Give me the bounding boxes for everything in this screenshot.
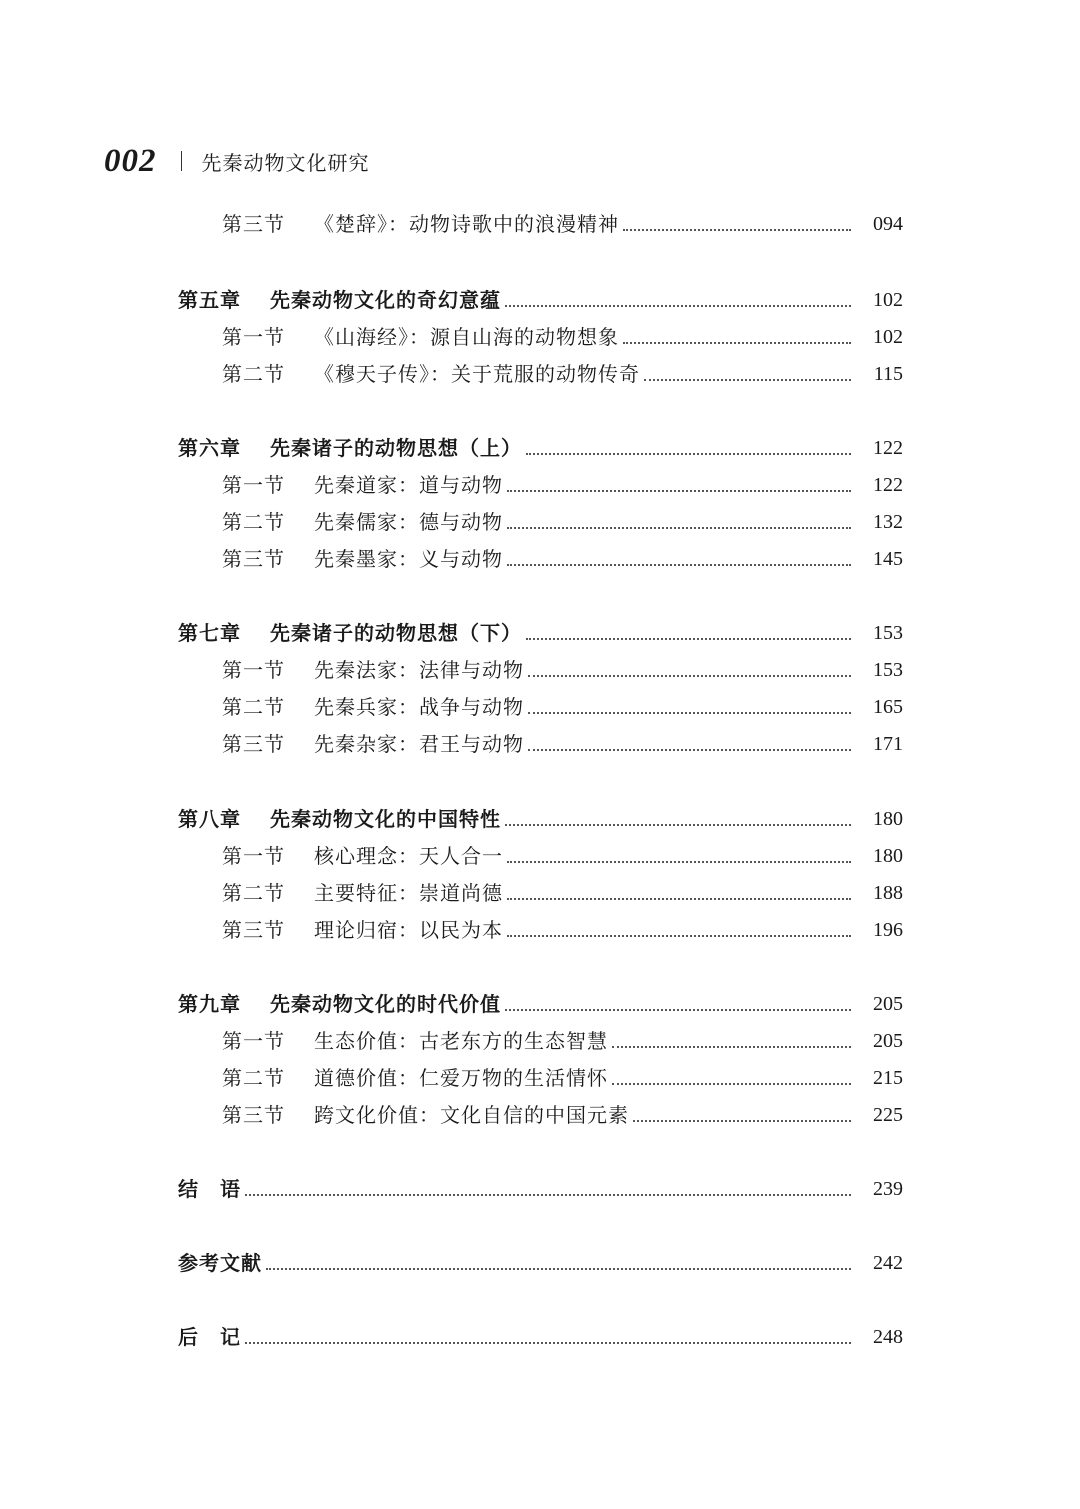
- toc-chapter-entry: [178, 804, 903, 834]
- chapter-title: 先秦动物文化的时代价值: [270, 992, 501, 1016]
- toc-chapter-entry: [178, 618, 903, 648]
- page-ref: 225: [873, 1104, 903, 1126]
- dot-leader: [623, 229, 851, 231]
- dot-leader: [528, 675, 851, 677]
- section-number: 第三节: [222, 1103, 285, 1127]
- section-title: 生态价值：古老东方的生态智慧: [314, 1029, 608, 1053]
- chapter-title: 后 记: [178, 1325, 241, 1349]
- dot-leader: [245, 1194, 851, 1196]
- toc-references-entry: [178, 1248, 903, 1278]
- toc-section-entry: [222, 544, 903, 574]
- toc-section-entry: [222, 1026, 903, 1056]
- chapter-title: 先秦诸子的动物思想（下）: [270, 621, 522, 645]
- section-title: 先秦墨家：义与动物: [314, 547, 503, 571]
- chapter-title: 先秦诸子的动物思想（上）: [270, 436, 522, 460]
- dot-leader: [507, 935, 851, 937]
- page-ref: 115: [873, 363, 903, 385]
- section-number: 第一节: [222, 844, 285, 868]
- page-ref: 248: [873, 1326, 903, 1348]
- section-title: 先秦杂家：君王与动物: [314, 732, 524, 756]
- section-title: 《穆天子传》：关于荒服的动物传奇: [314, 362, 640, 386]
- dot-leader: [528, 712, 851, 714]
- dot-leader: [507, 564, 851, 566]
- chapter-title: 参考文献: [178, 1251, 262, 1275]
- chapter-number: 第五章: [178, 288, 241, 312]
- section-title: 《楚辞》：动物诗歌中的浪漫精神: [314, 212, 619, 236]
- section-title: 先秦兵家：战争与动物: [314, 695, 524, 719]
- toc-section-entry: [222, 209, 903, 239]
- toc-section-entry: [222, 1100, 903, 1130]
- page-ref: 242: [873, 1252, 903, 1274]
- section-number: 第一节: [222, 1029, 285, 1053]
- section-title: 先秦法家：法律与动物: [314, 658, 524, 682]
- page-ref: 196: [873, 919, 903, 941]
- page-ref: 122: [873, 474, 903, 496]
- dot-leader: [505, 305, 851, 307]
- toc-section-entry: [222, 655, 903, 685]
- section-title: 主要特征：崇道尚德: [314, 881, 503, 905]
- section-number: 第三节: [222, 732, 285, 756]
- dot-leader: [623, 342, 851, 344]
- section-title: 理论归宿：以民为本: [314, 918, 503, 942]
- dot-leader: [528, 749, 851, 751]
- section-title: 《山海经》：源自山海的动物想象: [314, 325, 619, 349]
- page-number: 002: [104, 142, 157, 179]
- chapter-number: 第七章: [178, 621, 241, 645]
- page-ref: 102: [873, 289, 903, 311]
- section-title: 跨文化价值：文化自信的中国元素: [314, 1103, 629, 1127]
- toc-section-entry: [222, 878, 903, 908]
- section-title: 道德价值：仁爱万物的生活情怀: [314, 1066, 608, 1090]
- dot-leader: [507, 490, 851, 492]
- dot-leader: [644, 379, 851, 381]
- dot-leader: [526, 453, 851, 455]
- page-ref: 122: [873, 437, 903, 459]
- toc-section-entry: [222, 915, 903, 945]
- section-number: 第二节: [222, 362, 285, 386]
- page-ref: 205: [873, 1030, 903, 1052]
- section-number: 第一节: [222, 658, 285, 682]
- page-ref: 094: [873, 213, 903, 235]
- section-title: 核心理念：天人合一: [314, 844, 503, 868]
- toc-chapter-entry: [178, 989, 903, 1019]
- page-ref: 153: [873, 622, 903, 644]
- page-ref: 205: [873, 993, 903, 1015]
- dot-leader: [507, 861, 851, 863]
- chapter-number: 第六章: [178, 436, 241, 460]
- chapter-number: 第八章: [178, 807, 241, 831]
- toc-section-entry: [222, 322, 903, 352]
- page-ref: 239: [873, 1178, 903, 1200]
- toc-afterword-entry: [178, 1322, 903, 1352]
- section-number: 第三节: [222, 918, 285, 942]
- page-ref: 188: [873, 882, 903, 904]
- section-title: 先秦道家：道与动物: [314, 473, 503, 497]
- page-ref: 102: [873, 326, 903, 348]
- dot-leader: [633, 1120, 851, 1122]
- section-number: 第三节: [222, 212, 285, 236]
- dot-leader: [505, 1009, 851, 1011]
- toc-chapter-entry: [178, 433, 903, 463]
- dot-leader: [507, 898, 851, 900]
- chapter-title: 先秦动物文化的奇幻意蕴: [270, 288, 501, 312]
- page-ref: 215: [873, 1067, 903, 1089]
- page-ref: 180: [873, 808, 903, 830]
- toc-section-entry: [222, 359, 903, 389]
- dot-leader: [245, 1342, 851, 1344]
- section-number: 第一节: [222, 325, 285, 349]
- toc-section-entry: [222, 507, 903, 537]
- page-ref: 153: [873, 659, 903, 681]
- toc-chapter-entry: [178, 285, 903, 315]
- section-title: 先秦儒家：德与动物: [314, 510, 503, 534]
- toc-section-entry: [222, 1063, 903, 1093]
- page-ref: 132: [873, 511, 903, 533]
- toc-conclusion-entry: [178, 1174, 903, 1204]
- dot-leader: [612, 1046, 851, 1048]
- chapter-number: 第九章: [178, 992, 241, 1016]
- toc-section-entry: [222, 729, 903, 759]
- chapter-title: 先秦动物文化的中国特性: [270, 807, 501, 831]
- toc-section-entry: [222, 692, 903, 722]
- section-number: 第一节: [222, 473, 285, 497]
- section-number: 第二节: [222, 1066, 285, 1090]
- dot-leader: [505, 824, 851, 826]
- section-number: 第二节: [222, 695, 285, 719]
- page-ref: 171: [873, 733, 903, 755]
- section-number: 第二节: [222, 881, 285, 905]
- page-ref: 145: [873, 548, 903, 570]
- toc-section-entry: [222, 470, 903, 500]
- dot-leader: [507, 527, 851, 529]
- dot-leader: [526, 638, 851, 640]
- section-number: 第三节: [222, 547, 285, 571]
- section-number: 第二节: [222, 510, 285, 534]
- page-ref: 165: [873, 696, 903, 718]
- dot-leader: [612, 1083, 851, 1085]
- dot-leader: [266, 1268, 851, 1270]
- page-ref: 180: [873, 845, 903, 867]
- book-title: 先秦动物文化研究: [201, 150, 370, 175]
- chapter-title: 结 语: [178, 1177, 241, 1201]
- toc-section-entry: [222, 841, 903, 871]
